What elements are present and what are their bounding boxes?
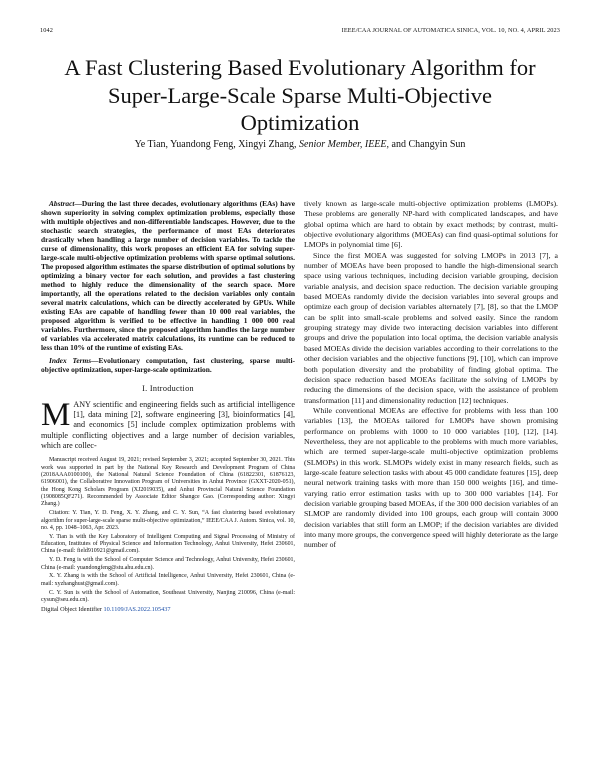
index-terms-text: —Evolutionary computation, fast clustering, sparse multi-objective optimization, super-large-scale optimization. — [41, 356, 295, 374]
body-paragraph-1: tively known as large-scale multi-objective optimization problems (LMOPs). These problems are generally NP-hard with complicated landscapes, and have global optima which are hard to obtain by exact methods; by contrast, multi-objective evolutionary algorithms (MOEAs) can find quasi-optimal solutions for LMOPs in polynomial time [6]. — [304, 199, 558, 250]
footnote-citation: Citation: Y. Tian, Y. D. Feng, X. Y. Zhang, and C. Y. Sun, “A fast clustering based evolutionary algorithm for super-large-scale sparse multi-objective optimization,” IEEE/CAA J. Autom. Sinica, vol. 10, no. 4, pp. 1048–1063, Apr. 2023. — [41, 510, 295, 531]
author-membership: Senior Member, IEEE, — [299, 139, 390, 150]
page-number: 1042 — [40, 27, 53, 34]
paper-title: A Fast Clustering Based Evolutionary Algorithm for Super-Large-Scale Sparse Multi-Objective Optimization — [64, 55, 536, 135]
section-heading: I. Introduction — [142, 384, 194, 393]
footnote-author-zhang: X. Y. Zhang is with the School of Artificial Intelligence, Anhui University, Hefei 230601, China (e-mail: xyzhanghust@gmail.com). — [41, 573, 295, 587]
intro-paragraph — [41, 396, 295, 451]
index-terms-label: Index Terms — [49, 356, 92, 365]
footnotes — [41, 457, 295, 613]
footnote-manuscript: Manuscript received August 19, 2021; revised September 3, 2021; accepted September 30, 2021. This work was supported in part by the National Key Research and Development Program of China (2018AAA0100100), the National Natural Science Foundation of China (61822301, 61876123, 61906001), the Collaborative Innovation Program of Universities in Anhui Province (GXXT-2020-051), the Hong Kong Scholars Program (XJ2019035), and Anhui Provincial Natural Science Foundation (1908085QF271). Recommended by Associate Editor Shangce Gao. (Corresponding author: Xingyi Zhang.) — [41, 457, 295, 508]
left-column — [41, 199, 295, 615]
index-terms — [41, 356, 295, 374]
abstract — [41, 199, 295, 352]
doi-link[interactable]: 10.1109/JAS.2022.105437 — [103, 605, 171, 613]
abstract-label: Abstract — [49, 199, 75, 208]
right-column — [304, 199, 558, 551]
footnote-author-tian: Y. Tian is with the Key Laboratory of Intelligent Computing and Signal Processing of Ministry of Education, Institutes of Physical Science and Information Technology, Anhui University, Hefei 230601, China (e-mail: field910921@gmail.com). — [41, 533, 295, 555]
author-last: and Changyin Sun — [391, 139, 466, 150]
author-line — [60, 139, 540, 150]
footnote-author-sun: C. Y. Sun is with the School of Automation, Southeast University, Nanjing 210096, China (e-mail: cysun@seu.edu.cn). — [41, 589, 295, 603]
drop-cap: M — [41, 396, 71, 433]
running-header: IEEE/CAA JOURNAL OF AUTOMATICA SINICA, VOL. 10, NO. 4, APRIL 2023 — [341, 27, 560, 34]
body-paragraph-3: While conventional MOEAs are effective for problems with less than 100 variables [13], the MOEAs tailored for LMOPs have shown promising performance on problems with 1000 to 10 000 variables [10], [12], [14]. Nevertheless, they are not applicable to the problems with much more variables, which are termed super-large-scale multi-objective optimization problems (SLMOPs) in this work. SLMOPs widely exist in many research fields, such as large-scale feature selection tasks with about 45 000 candidate features [15], deep neural network training tasks with more than 150 000 weights [16], and time-varying ratio error estimation tasks with up to 300 000 variables [14]. For decision variable grouping based MOEAs, if the 300 000 decision variables of an SLMOP are randomly divided into 100 groups, each group will contain 3000 decision variables that still form an LMOP; if the decision variables are divided into many more groups, the convergence speed will highly deteriorate as the large number of — [304, 405, 558, 550]
abstract-text: —During the last three decades, evolutionary algorithms (EAs) have shown superiority in solving complex optimization problems, especially those with multiple objectives and non-differentiable landscapes. However, due to the stochastic search strategies, the performance of most EAs deteriorates drastically when handling a large number of decision variables. To tackle the curse of dimensionality, this work proposes an efficient EA for solving super-large-scale multi-objective optimization problems with sparse optimal solutions. The proposed algorithm estimates the sparse distribution of optimal solutions by optimizing a binary vector for each solution, and provides a fast clustering method to highly reduce the dimensionality of the search space. More importantly, all the operations related to the decision variables only contain several matrix calculations, which can be directly accelerated by GPUs. While existing EAs are capable of handling fewer than 10 000 real variables, the proposed algorithm is verified to be effective in handling 1 000 000 real variables. Furthermore, since the proposed algorithm handles the large number of variables via accelerated matrix calculations, its runtime can be reduced to less than 10% of the runtime of existing EAs. — [41, 199, 295, 352]
doi-line — [41, 606, 295, 613]
author-names: Ye Tian, Yuandong Feng, Xingyi Zhang, — [134, 139, 297, 150]
footnote-author-feng: Y. D. Feng is with the School of Computer Science and Technology, Anhui University, Hefei 230601, China (e-mail: yuandongfeng@stu.ahu.edu.cn). — [41, 557, 295, 571]
intro-text: ANY scientific and engineering fields such as artificial intelligence [1], data mining [2], software engineering [3], bioinformatics [4], and economics [5] include complex optimization problems with multiple conflicting objectives and a large number of decision variables, which are collec- — [41, 399, 295, 450]
doi-label: Digital Object Identifier — [41, 605, 102, 613]
body-paragraph-2: Since the first MOEA was suggested for solving LMOPs in 2013 [7], a number of MOEAs have been proposed to handle the high-dimensional search space using various techniques, including decision variable grouping, decision variable analysis, and decision space reduction. The decision variable grouping based MOEAs randomly divide the decision variables into several groups and optimize each group of decision variables alternately [7], [8], so that the LMOP can be split into small-scale problems and solved easily. Since the random grouping strategy may divide two interacting decision variables into different groups and drive the population into local optima, the decision variable analysis based MOEAs divide the decision variables according to their correlations to the other decision variables and the objective functions [9], [10], which can improve both population diversity and the probability of finding global optima. The decision space reduction based MOEAs facilitate the solving of LMOPs by reducing the dimensions of the decision space, with the assistance of problem transformation [11] and dimensionality reduction [12] techniques. — [304, 250, 558, 405]
